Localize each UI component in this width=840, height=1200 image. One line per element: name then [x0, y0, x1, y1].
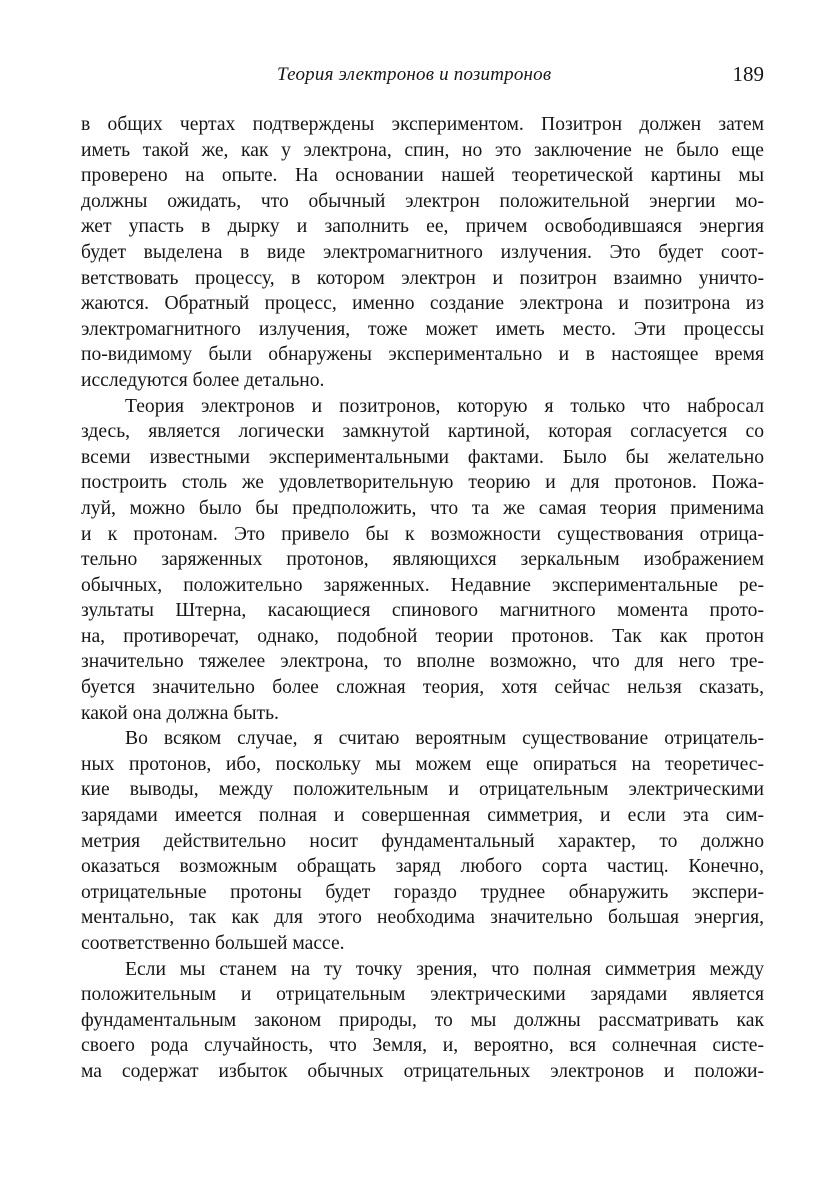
- text-line: положительным и отрицательным электрическими зарядами является: [81, 984, 764, 1006]
- paragraph-4: [81, 957, 764, 1085]
- text-line: оказаться возможным обращать заряд любого сорта частиц. Конечно,: [81, 856, 764, 878]
- text-line: зультаты Штерна, касающиеся спинового магнитного момента прото-: [81, 600, 764, 622]
- paragraph-1: [81, 112, 764, 394]
- text-line: Во всяком случае, я считаю вероятным существование отрицатель-: [125, 728, 764, 750]
- text-line: исследуются более детально.: [81, 369, 325, 391]
- running-header: [81, 62, 764, 96]
- text-line: зарядами имеется полная и совершенная симметрия, и если эта сим-: [81, 805, 764, 827]
- text-line: обычных, положительно заряженных. Недавние экспериментальные ре-: [81, 574, 764, 596]
- book-page: [81, 62, 764, 1085]
- text-line: луй, можно было бы предположить, что та же самая теория применима: [81, 497, 764, 519]
- body-text: [81, 112, 764, 1085]
- text-line: жаются. Обратный процесс, именно создание электрона и позитрона из: [81, 293, 764, 315]
- text-line: ма содержат избыток обычных отрицательных электронов и положи-: [81, 1060, 764, 1082]
- text-line: кие выводы, между положительным и отрицательным электрическими: [81, 779, 764, 801]
- text-line: метрия действительно носит фундаментальный характер, то должно: [81, 830, 764, 852]
- text-line: на, противоречат, однако, подобной теории протонов. Так как протон: [81, 625, 764, 647]
- text-line: должны ожидать, что обычный электрон положительной энергии мо-: [81, 190, 764, 212]
- page-number: 189: [732, 62, 764, 86]
- text-line: жет упасть в дырку и заполнить ее, причем освободившаяся энергия: [81, 216, 764, 238]
- running-title: Теория электронов и позитронов: [277, 64, 552, 85]
- text-line: и к протонам. Это привело бы к возможности существования отрица-: [81, 523, 764, 545]
- text-line: здесь, является логически замкнутой картиной, которая согласуется со: [81, 421, 764, 443]
- text-line: соответственно большей массе.: [81, 933, 345, 954]
- text-line: тельно заряженных протонов, являющихся зеркальным изображением: [81, 549, 764, 571]
- text-line: значительно тяжелее электрона, то вполне возможно, что для него тре-: [81, 651, 764, 673]
- text-line: по-видимому были обнаружены экспериментально и в настоящее время: [81, 344, 764, 366]
- text-line: ветствовать процессу, в котором электрон и позитрон взаимно уничто-: [81, 267, 764, 289]
- text-line: ных протонов, ибо, поскольку мы можем еще опираться на теоретичес-: [81, 753, 764, 775]
- text-line: построить столь же удовлетворительную теорию и для протонов. Пожа-: [81, 472, 764, 494]
- text-line: проверено на опыте. На основании нашей теоретической картины мы: [81, 165, 764, 187]
- text-line: фундаментальным законом природы, то мы должны рассматривать как: [81, 1009, 764, 1031]
- text-line: буется значительно более сложная теория, хотя сейчас нельзя сказать,: [81, 677, 764, 699]
- text-line: всеми известными экспериментальными фактами. Было бы желательно: [81, 446, 764, 468]
- text-line: своего рода случайность, что Земля, и, вероятно, вся солнечная систе-: [81, 1035, 764, 1057]
- text-line: электромагнитного излучения, тоже может иметь место. Эти процессы: [81, 318, 764, 340]
- paragraph-2: [81, 394, 764, 727]
- text-line: какой она должна быть.: [81, 702, 279, 724]
- text-line: будет выделена в виде электромагнитного излучения. Это будет соот-: [81, 241, 764, 263]
- text-line: отрицательные протоны будет гораздо труднее обнаружить экспери-: [81, 881, 764, 903]
- paragraph-3: [81, 726, 764, 956]
- text-line: Теория электронов и позитронов, которую я только что набросал: [125, 395, 764, 417]
- text-line: иметь такой же, как у электрона, спин, но это заключение не было еще: [81, 139, 764, 161]
- text-line: Если мы станем на ту точку зрения, что полная симметрия между: [125, 958, 764, 980]
- text-line: ментально, так как для этого необходима значительно большая энергия,: [81, 907, 764, 929]
- text-line: в общих чертах подтверждены экспериментом. Позитрон должен затем: [81, 114, 764, 135]
